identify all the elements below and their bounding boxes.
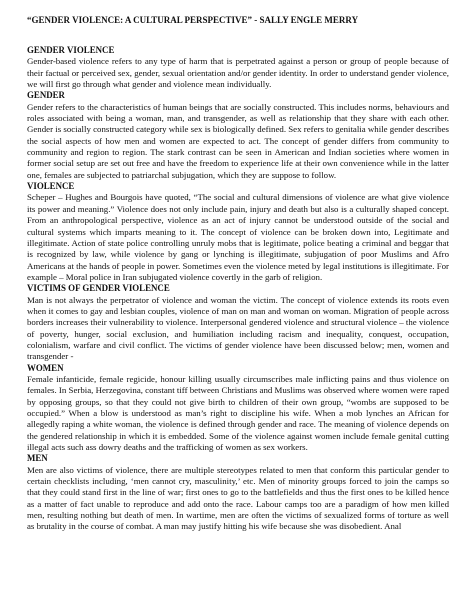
- section-heading-victims: VICTIMS OF GENDER VIOLENCE: [27, 283, 170, 294]
- section-body-men: Men are also victims of violence, there are multiple stereotypes related to men that conform this particular gender to certain checklists including, ‘men cannot cry, masculinity,’ etc. Men of minority groups forced to join the camps so that they could stand first in the line of war; first ones to go to the battlefields and thus the first ones to be killed hence as a matter of fact unable to reproduce and add onto the race. Labour camps too are a paradigm of how men killed men, resulting nothing but death of men. In wartime, men are often the victims of sexualized forms of torture as well as brutality in the course of combat. A man may justify hitting his wife because she was disobedient. Anal: [27, 464, 449, 532]
- section-body-gender: Gender refers to the characteristics of human beings that are socially constructed. This includes norms, behaviours and roles associated with being a woman, man, and transgender, as well as relationship that they share with each other. Gender is socially constructed category while sex is biologically defined. Sex refers to genitalia while gender describes the social aspects of how men and women are expected to act. The concept of gender differs from community to community and region to region. The stark contrast can be seen in American and Indian societies where women in former social setup are set out free and have the freedom to experience life at their own convenience while in the latter one, females are subjected to patriarchal subjugation, which they are suppose to follow.: [27, 101, 449, 180]
- section-heading-women: WOMEN: [27, 362, 64, 373]
- section-heading-gender-violence: GENDER VIOLENCE: [27, 45, 115, 55]
- document-content: [27, 15, 449, 533]
- section-body-victims: Man is not always the perpetrator of violence and woman the victim. The concept of violence extends its roots even when it comes to gay and lesbian couples, violence of man on man and woman on woman. Migration of people across borders increases their vulnerability to violence. Interpersonal gendered violence and structural violence – the violence of poverty, hunger, social exclusion, and humiliation including racism and inequality, conquest, occupation, colonialism, warfare and civil conflict. The victims of gender violence have been discussed below; men, women and transgender -: [27, 294, 449, 362]
- section-body-violence: Scheper – Hughes and Bourgois have quoted, “The social and cultural dimensions of violence are what give violence its power and meaning.” Violence does not only include pain, injury and death but also is a culturally shaped concept. From an anthropological perspective, violence as an act of injury cannot be understood outside of the social and cultural systems which imparts meaning to it. The concept of violence can be broken down into, Legitimate and illegitimate. Action of state police controlling unruly mobs that is legitimate, police beating a criminal and beggar that is recognized by law, while violence by gang or lynching is illegitimate, subjugation of poor Muslims and Afro Americans at the hands of people in power. Sometimes even the violence meted by legal institutions is illegitimate. For example – Moral police in Iran subjugated violence covertly in the garb of religion.: [27, 192, 449, 282]
- section-heading-gender: GENDER: [27, 90, 65, 101]
- section-heading-violence: VIOLENCE: [27, 181, 75, 192]
- section-heading-men: MEN: [27, 453, 48, 464]
- section-body-women: Female infanticide, female regicide, honour killing usually circumscribes male inflicting pains and thus violence on females. In Serbia, Herzegovina, constant tiff between Christians and Muslims was observed where women were raped by opposing groups, so that they could not give birth to children of their own group, “wombs are supposed to be occupied.” When a blow is understood as man’s right to discipline his wife. When a mob lynches an African for allegedly raping a white woman, the violence is defined through gender and race. The meaning of violence depends on the gendered relationship in which it is embedded. Some of the violence against women include female genital cutting illegal acts such ass dowry deaths and the trafficking of women as sex workers.: [27, 373, 449, 453]
- section-body-gender-violence: Gender-based violence refers to any type of harm that is perpetrated against a person or group of people because of their factual or perceived sex, gender, sexual orientation and/or gender identity. In order to understand gender violence, we will first go through what gender and violence mean individually.: [27, 56, 449, 90]
- document-title: “GENDER VIOLENCE: A CULTURAL PERSPECTIVE” - SALLY ENGLE MERRY: [27, 15, 359, 25]
